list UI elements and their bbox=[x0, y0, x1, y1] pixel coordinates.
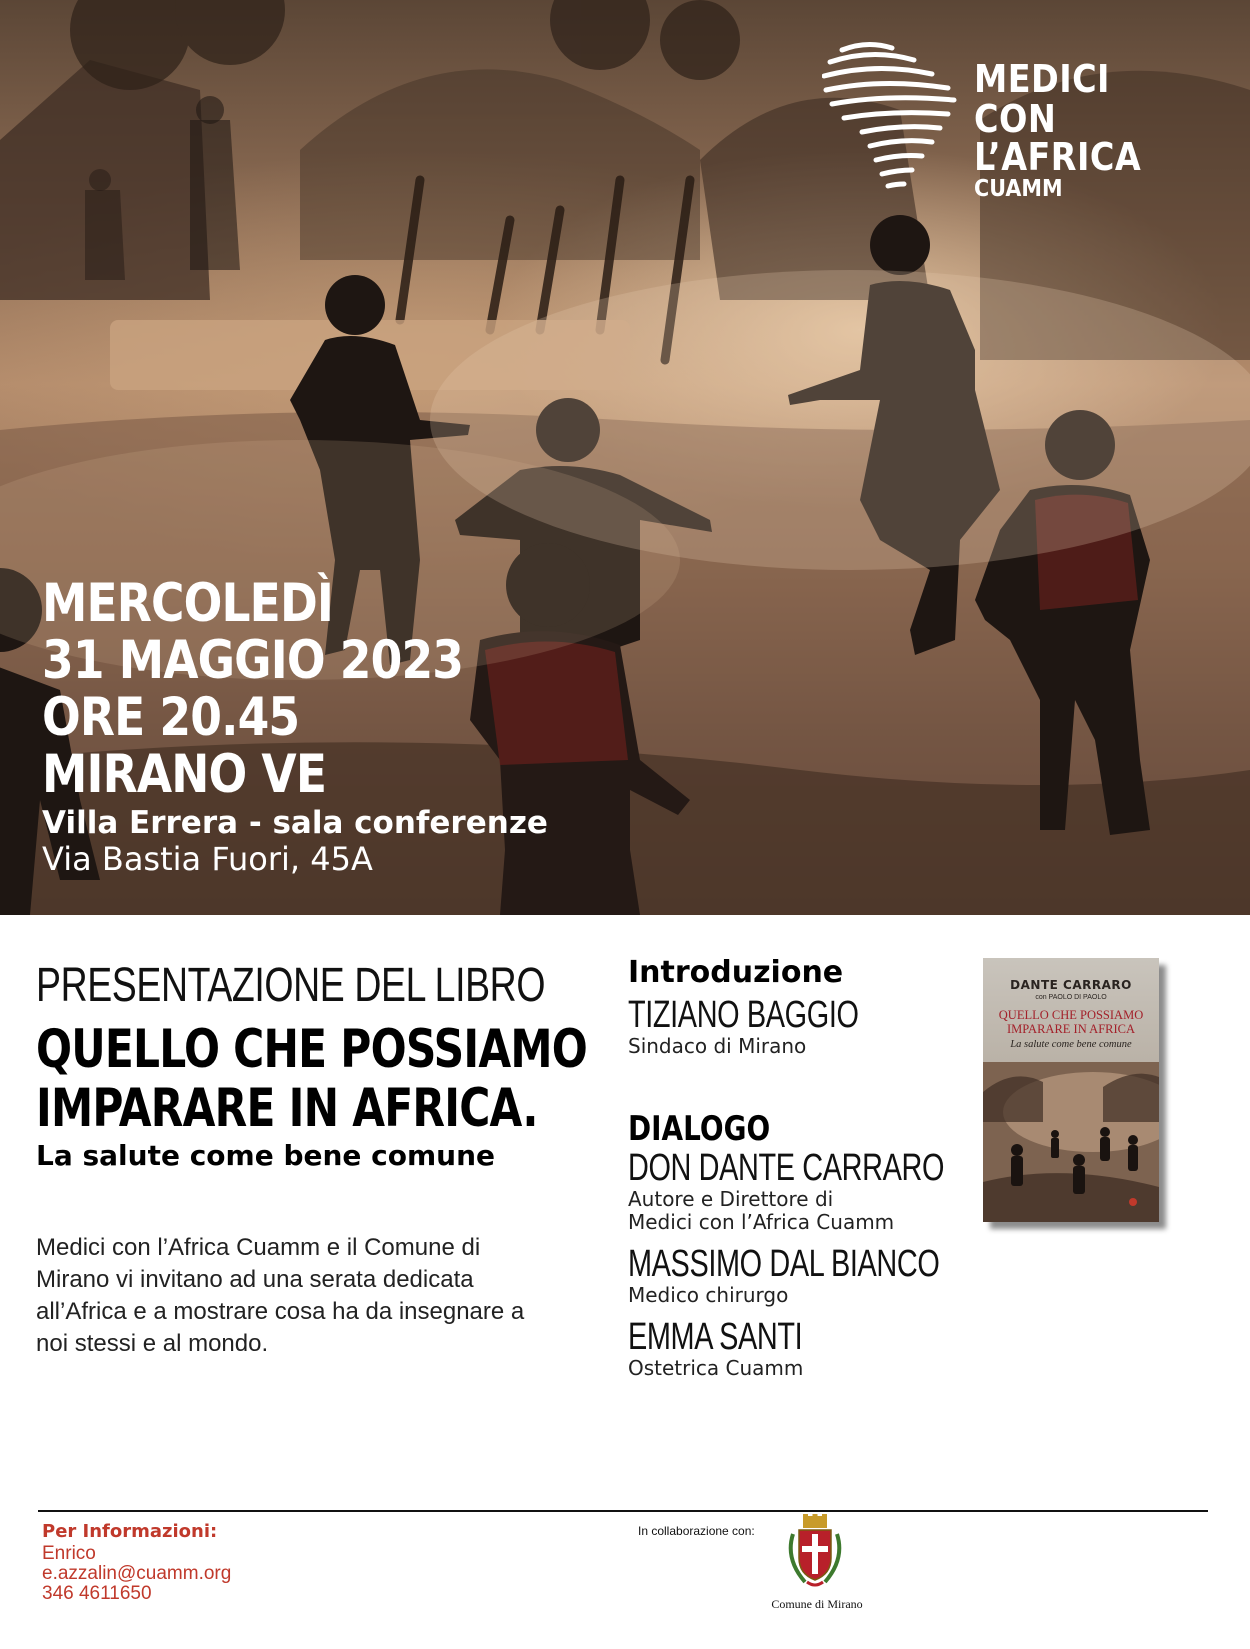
speaker-1-role-line-1: Autore e Direttore di bbox=[628, 1187, 834, 1211]
book-presentation bbox=[36, 959, 588, 1172]
event-address: Via Bastia Fuori, 45A bbox=[42, 840, 373, 878]
book-title-line-2: IMPARARE IN AFRICA. bbox=[36, 1078, 538, 1139]
footer-divider bbox=[38, 1510, 1208, 1512]
info-heading: Per Informazioni: bbox=[42, 1521, 218, 1542]
logo-line-1: MEDICI bbox=[974, 57, 1110, 101]
intro-label: Introduzione bbox=[628, 955, 844, 990]
partner-name: Comune di Mirano bbox=[771, 1597, 863, 1611]
speaker-3-name: EMMA SANTI bbox=[628, 1316, 803, 1358]
speaker-1-role-line-2: Medici con l’Africa Cuamm bbox=[628, 1210, 895, 1234]
event-description: Medici con l’Africa Cuamm e il Comune di Mirano vi invitano ad una serata dedicata all’Africa e a mostrare cosa ha da insegnare a noi stessi e al mondo. bbox=[36, 1234, 525, 1357]
logo-line-3: CUAMM bbox=[974, 176, 1063, 202]
contact-phone[interactable]: 346 4611650 bbox=[42, 1583, 152, 1604]
logo-wordmark bbox=[974, 57, 1222, 202]
intro-role: Sindaco di Mirano bbox=[628, 1034, 807, 1058]
speaker-2-role: Medico chirurgo bbox=[628, 1283, 789, 1307]
book-author: DANTE CARRARO bbox=[1010, 978, 1132, 992]
presentation-label: PRESENTAZIONE DEL LIBRO bbox=[36, 959, 546, 1012]
book-title-line-1: QUELLO CHE POSSIAMO bbox=[36, 1019, 588, 1080]
event-city: MIRANO VE bbox=[42, 744, 327, 805]
book-cover bbox=[983, 958, 1159, 1222]
dialog-label: DIALOGO bbox=[628, 1109, 771, 1149]
program bbox=[628, 955, 958, 1380]
speaker-1-name: DON DANTE CARRARO bbox=[628, 1147, 945, 1189]
collab-label: In collaborazione con: bbox=[638, 1524, 755, 1538]
speaker-2-name: MASSIMO DAL BIANCO bbox=[628, 1243, 940, 1285]
cuamm-logo bbox=[822, 38, 1222, 202]
event-venue: Villa Errera - sala conferenze bbox=[42, 805, 548, 841]
logo-line-2: CON L’AFRICA bbox=[974, 97, 1142, 179]
book-cover-title: QUELLO CHE POSSIAMO IMPARARE IN AFRICA bbox=[998, 1008, 1144, 1036]
event-date: 31 MAGGIO 2023 bbox=[42, 630, 464, 691]
contact-name: Enrico bbox=[42, 1543, 96, 1564]
book-subtitle: La salute come bene comune bbox=[36, 1139, 496, 1172]
event-details bbox=[42, 575, 548, 877]
book-coauthor: con PAOLO DI PAOLO bbox=[1035, 994, 1107, 1001]
africa-stripes-icon bbox=[822, 38, 962, 193]
intro-name: TIZIANO BAGGIO bbox=[628, 994, 859, 1036]
book-cover-subtitle: La salute come bene comune bbox=[1010, 1039, 1132, 1050]
speaker-3-role: Ostetrica Cuamm bbox=[628, 1356, 804, 1380]
contact-info bbox=[42, 1522, 231, 1604]
contact-email[interactable]: e.azzalin@cuamm.org bbox=[42, 1563, 232, 1584]
event-day: MERCOLEDÌ bbox=[42, 573, 334, 634]
event-time: ORE 20.45 bbox=[42, 687, 300, 748]
book-cover-photo bbox=[983, 1062, 1159, 1222]
municipal-crest-icon bbox=[785, 1514, 845, 1594]
